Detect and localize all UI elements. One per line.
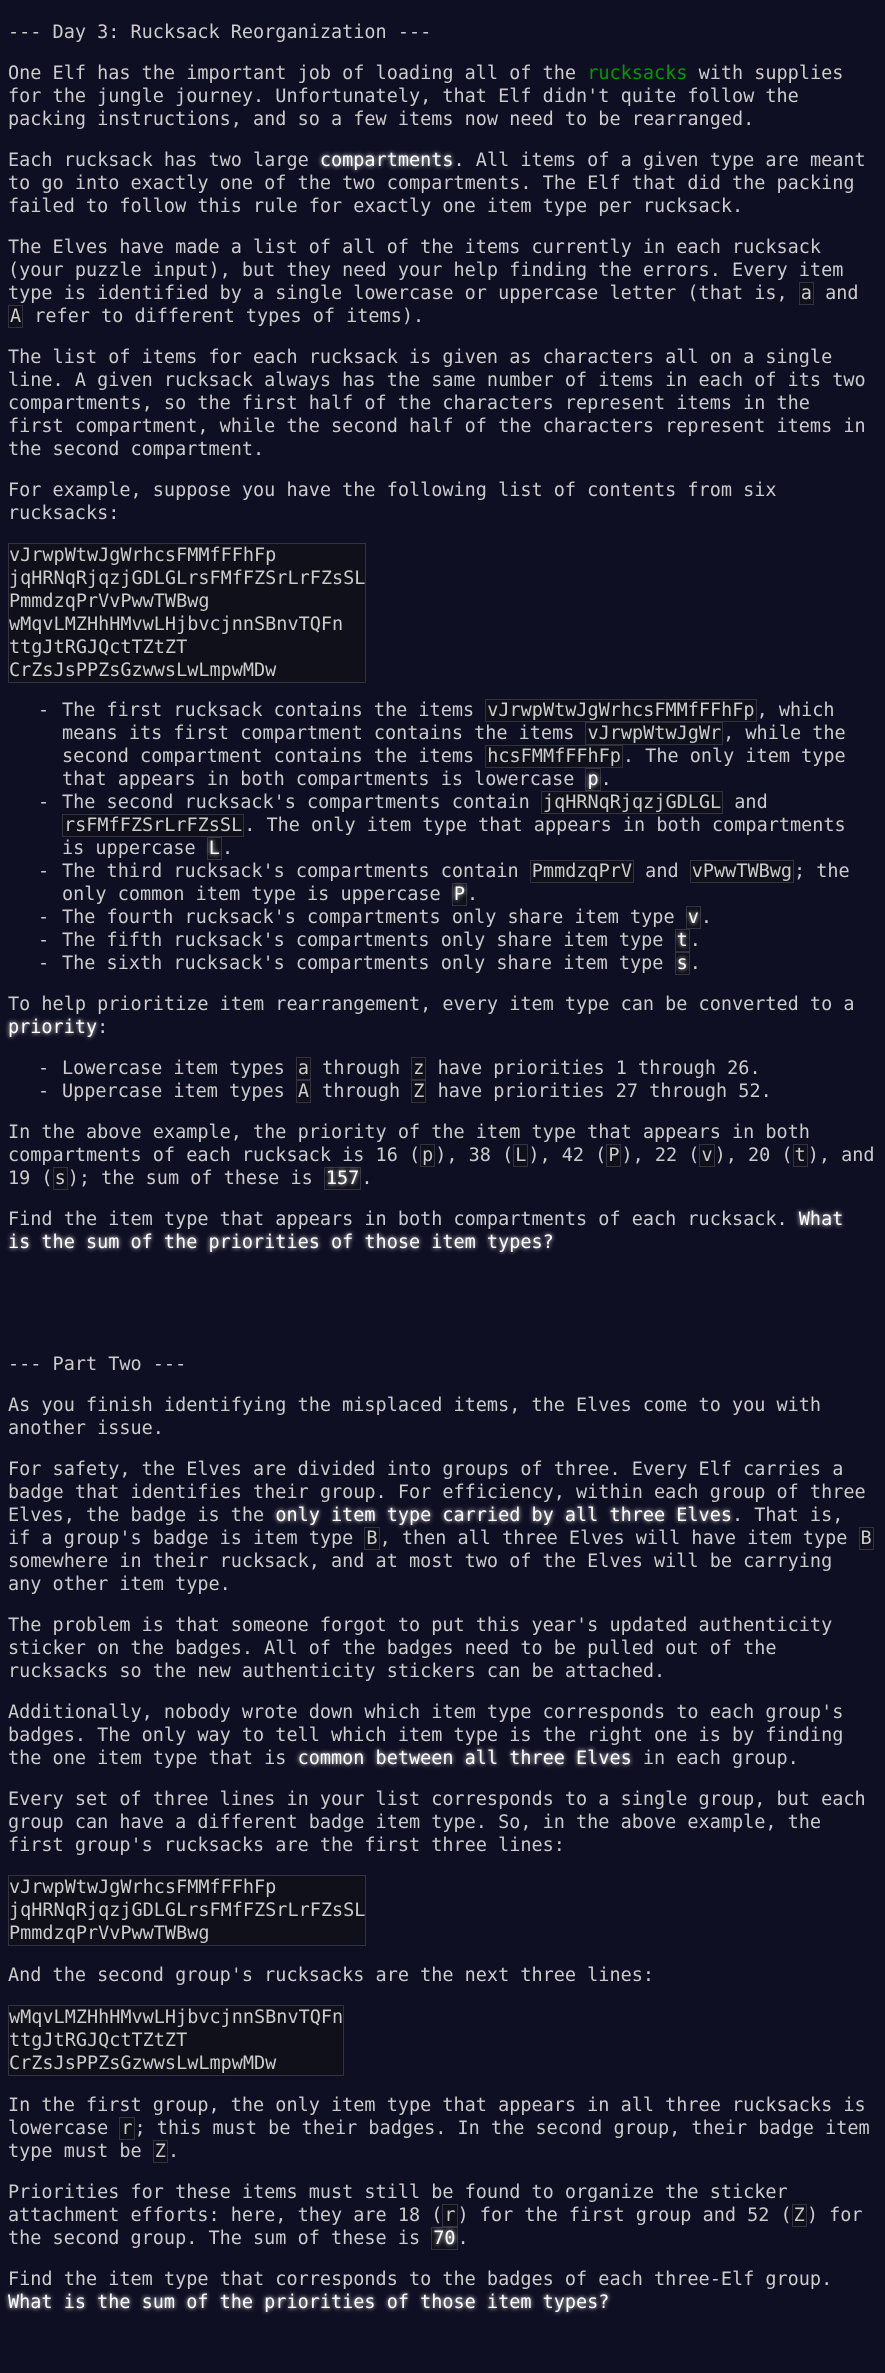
example-block: vJrwpWtwJgWrhcsFMMfFFhFp jqHRNqRjqzjGDLGLrsFMfFZSrLrFZsSL PmmdzqPrVvPwwTWBwg wMqvLMZHhHMvwLHjbvcjnnSBnvTQFn ttgJtRGJQctTZtZT CrZsJsPPZsGzwwsLwLmpwMDw [9, 545, 366, 681]
part1-question: Find the item type that appears in both compartments of each rucksack. What is the sum of the priorities of those item types? [8, 1209, 844, 1253]
list-item: - The sixth rucksack's compartments only share item type s . [38, 952, 875, 975]
sticker-paragraph: The problem is that someone forgot to put this year's updated authenticity sticker on the badges. All of the badges need to be pulled out of the rucksacks so the new authenticity stickers can be attached. [8, 1615, 833, 1682]
common-paragraph: Additionally, nobody wrote down which item type corresponds to each group's badges. The only way to tell which item type is the right one is by finding the one item type that is common between all three Elves in each group. [8, 1702, 844, 1769]
day-title: --- Day 3: Rucksack Reorganization --- [8, 22, 432, 43]
rucksacks-link[interactable]: rucksacks [587, 63, 688, 84]
halves-paragraph: The list of items for each rucksack is given as characters all on a single line. A given rucksack always has the same number of items in each of its two compartments, so the first half of the characters represent items in the first compartment, while the second half of the characters represent items in the second compartment. [8, 347, 866, 460]
list-item: - The fifth rucksack's compartments only share item type t . [38, 929, 875, 952]
groups-paragraph: Every set of three lines in your list corresponds to a single group, but each group can have a different badge item type. So, in the above example, the first group's rucksacks are the first three lines: [8, 1789, 866, 1856]
group2-block: wMqvLMZHhHMvwLHjbvcjnnSBnvTQFn ttgJtRGJQctTZtZT CrZsJsPPZsGzwwsLwLmpwMDw [9, 2007, 344, 2074]
item-list-paragraph: The Elves have made a list of all of the items currently in each rucksack (your puzzle input), but they need your help finding the errors. Every item type is identified by a single lowercase or uppercase letter (that is, a and A refer to different types of items). [8, 237, 859, 327]
list-item: - Lowercase item types a through z have priorities 1 through 26. [38, 1057, 875, 1080]
example-explanation-list [8, 699, 875, 975]
list-item: - The fourth rucksack's compartments only share item type v . [38, 906, 875, 929]
compartments-paragraph: Each rucksack has two large compartments. All items of a given type are meant to go into exactly one of the two compartments. The Elf that did the packing failed to follow this rule for exactly one item type per rucksack. [8, 150, 866, 217]
intro-paragraph: One Elf has the important job of loading all of the rucksacks with supplies for the jungle journey. Unfortunately, that Elf didn't quite follow the packing instructions, and so a few items now need to be rearranged. [8, 63, 844, 130]
priority-example-paragraph: In the above example, the priority of the item type that appears in both compartments of each rucksack is 16 ( p ), 38 ( L ), 42 ( P ), 22 ( v ), 20 ( t ), and 19 ( s ); the sum of these is 157 . [8, 1122, 875, 1189]
badge-paragraph: For safety, the Elves are divided into groups of three. Every Elf carries a badge that identifies their group. For efficiency, within each group of three Elves, the badge is the only item type carried by all three Elves. That is, if a group's badge is item type B , then all three Elves will have item type B somewhere in their rucksack, and at most two of the Elves will be carrying any other item type. [8, 1459, 872, 1595]
list-item: - The third rucksack's compartments contain PmmdzqPrV and vPwwTWBwg ; the only common item type is uppercase P . [38, 860, 875, 906]
list-item: - The second rucksack's compartments contain jqHRNqRjqzjGDLGL and rsFMfFZSrLrFZsSL . The only item type that appears in both compartments is uppercase L . [38, 791, 875, 860]
group-priorities-paragraph: Priorities for these items must still be found to organize the sticker attachment efforts: here, they are 18 ( r ) for the first group and 52 ( Z ) for the second group. The sum of these is 70 . [8, 2182, 863, 2249]
priority-list [8, 1057, 875, 1103]
group-badges-paragraph: In the first group, the only item type that appears in all three rucksacks is lowercase r ; this must be their badges. In the second group, their badge item type must be Z . [8, 2095, 870, 2162]
priority-paragraph: To help prioritize item rearrangement, every item type can be converted to a priority: [8, 994, 855, 1038]
list-item: - The first rucksack contains the items vJrwpWtwJgWrhcsFMMfFFhFp , which means its first compartment contains the items vJrwpWtwJgWr , while the second compartment contains the items hcsFMMfFFhFp . The only item type that appears in both compartments is lowercase p . [38, 699, 875, 791]
part2-question: Find the item type that corresponds to the badges of each three-Elf group. What is the sum of the priorities of those item types? [8, 2269, 833, 2313]
part-two-title: --- Part Two --- [8, 1354, 187, 1375]
list-item: - Uppercase item types A through Z have priorities 27 through 52. [38, 1080, 875, 1103]
second-group-intro: And the second group's rucksacks are the next three lines: [8, 1965, 655, 1986]
puzzle-page [0, 21, 883, 2314]
part2-intro: As you finish identifying the misplaced items, the Elves come to you with another issue. [8, 1395, 822, 1439]
example-intro: For example, suppose you have the following list of contents from six rucksacks: [8, 480, 777, 524]
group1-block: vJrwpWtwJgWrhcsFMMfFFhFp jqHRNqRjqzjGDLGLrsFMfFZSrLrFZsSL PmmdzqPrVvPwwTWBwg [9, 1877, 366, 1944]
